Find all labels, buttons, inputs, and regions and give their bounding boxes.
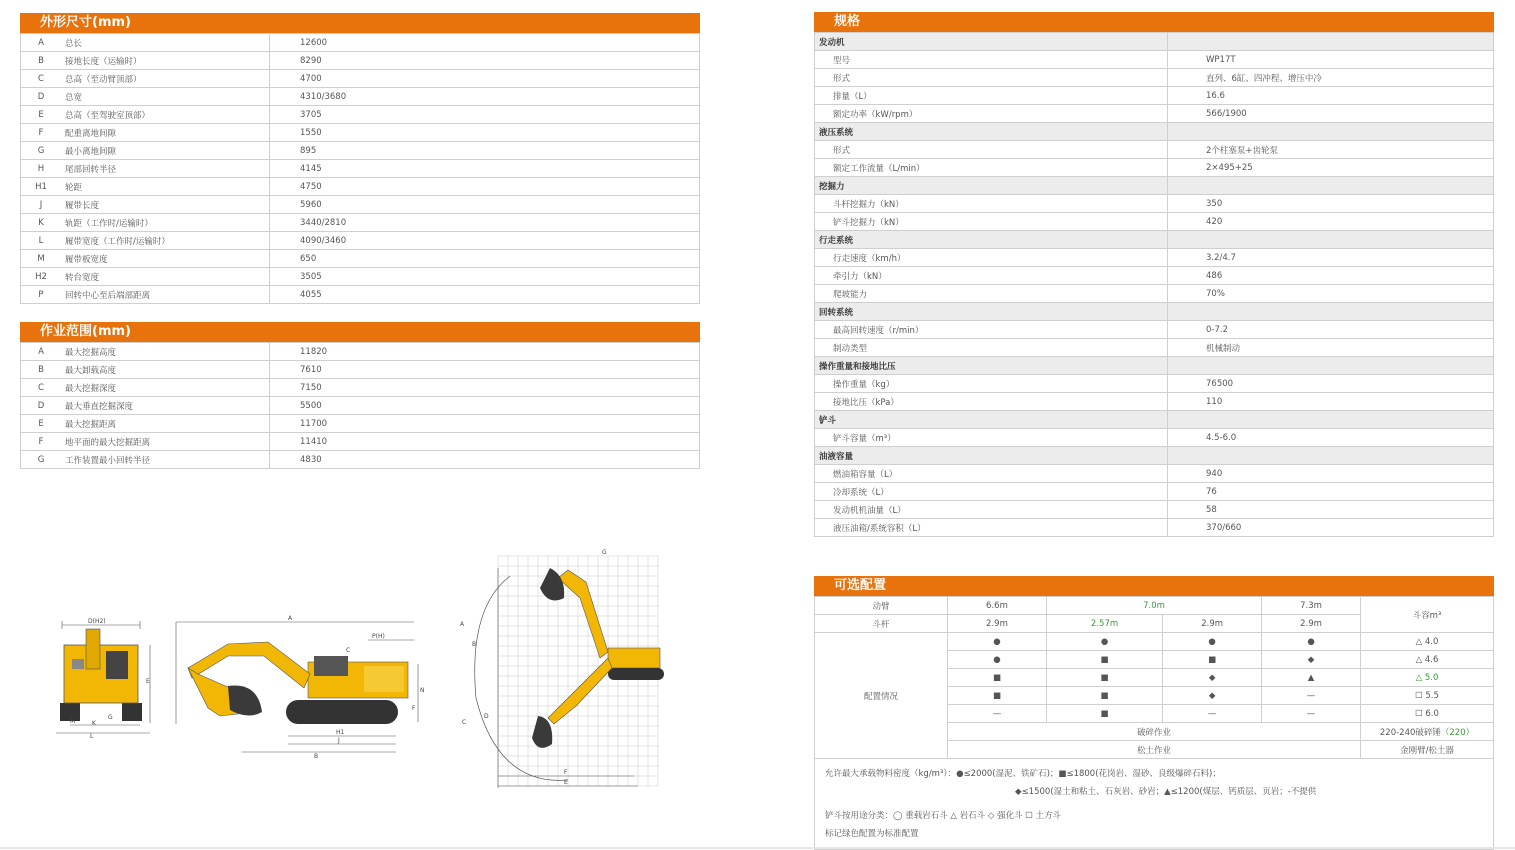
spec-key: 爬坡能力 — [815, 285, 1168, 303]
spec-row — [815, 105, 1494, 123]
spec-section-blank — [1168, 231, 1494, 249]
spec-key: 冷却系统（L） — [815, 483, 1168, 501]
boom-3: 7.3m — [1262, 597, 1361, 615]
spec-row — [815, 267, 1494, 285]
spec-row — [815, 69, 1494, 87]
spec-key: 形式 — [815, 141, 1168, 159]
grid-cell: ● — [1262, 633, 1361, 651]
capacity-cell: △ 4.0 — [1361, 633, 1494, 651]
front-label-g: G — [108, 714, 113, 721]
spec-row — [21, 88, 700, 106]
row-value: 4310/3680 — [270, 88, 700, 106]
row-code: L — [21, 232, 62, 250]
grid-cell: — — [1262, 705, 1361, 723]
breaker-value: 220-240破碎锤（220） — [1361, 723, 1494, 741]
range-label-a: A — [460, 621, 465, 628]
row-value: 895 — [270, 142, 700, 160]
arm-4: 2.9m — [1262, 615, 1361, 633]
row-name: 履带板宽度 — [61, 250, 270, 268]
side-label-a: A — [288, 615, 293, 622]
spec-value: 机械制动 — [1168, 339, 1494, 357]
side-label-j: J — [338, 737, 340, 744]
row-name: 履带宽度（工作时/运输时） — [61, 232, 270, 250]
spec-section-row — [815, 411, 1494, 429]
grid-cell: ■ — [1046, 669, 1162, 687]
spec-row — [21, 415, 700, 433]
row-code: J — [21, 196, 62, 214]
side-label-c: C — [346, 647, 351, 654]
dimensions-table — [20, 33, 700, 304]
row-code: A — [21, 34, 62, 52]
spec-section-row — [815, 303, 1494, 321]
row-value: 11410 — [270, 433, 700, 451]
note-density-2: ◆≤1500(湿土和粘土、石灰岩、砂岩；▲≤1200(煤层、钙质层、页岩；-不提供 — [1015, 787, 1317, 797]
row-name: 尾部回转半径 — [61, 160, 270, 178]
spec-row — [815, 51, 1494, 69]
spec-key: 额定工作流量（L/min） — [815, 159, 1168, 177]
row-name: 轨距（工作时/运输时） — [61, 214, 270, 232]
note-density-1: 允许最大承载物料密度（kg/m³）：●≤2000(湿泥、铁矿石)；■≤1800(花岗岩、湿砂、良级爆碎石料)； — [825, 769, 1221, 779]
spec-key: 排量（L） — [815, 87, 1168, 105]
note-standard: 标记绿色配置为标准配置 — [825, 829, 919, 839]
spec-row — [815, 501, 1494, 519]
spec-key: 牵引力（kN） — [815, 267, 1168, 285]
range-label-c: C — [462, 719, 467, 726]
spec-row — [815, 393, 1494, 411]
spec-row — [815, 465, 1494, 483]
spec-key: 铲斗容量（m³） — [815, 429, 1168, 447]
spec-section-blank — [1168, 303, 1494, 321]
dimensions-title: 外形尺寸(mm) — [20, 13, 700, 33]
spec-row — [21, 343, 700, 361]
row-name: 最大挖掘距离 — [61, 415, 270, 433]
row-name: 转台宽度 — [61, 268, 270, 286]
grid-cell: ■ — [1046, 687, 1162, 705]
row-code: D — [21, 397, 62, 415]
row-value: 650 — [270, 250, 700, 268]
spec-value: 486 — [1168, 267, 1494, 285]
working-range-diagram — [458, 548, 678, 793]
spec-row — [815, 375, 1494, 393]
spec-row — [21, 106, 700, 124]
spec-section-blank — [1168, 33, 1494, 51]
spec-row — [815, 483, 1494, 501]
spec-key: 最高回转速度（r/min） — [815, 321, 1168, 339]
capacity-cell: △ 4.6 — [1361, 651, 1494, 669]
spec-row — [815, 159, 1494, 177]
row-value: 4055 — [270, 286, 700, 304]
capacity-label: 斗容m³ — [1361, 597, 1494, 633]
grid-cell: ● — [1163, 633, 1262, 651]
row-code: G — [21, 142, 62, 160]
row-code: K — [21, 214, 62, 232]
row-code: H — [21, 160, 62, 178]
spec-row — [815, 321, 1494, 339]
spec-value: 76500 — [1168, 375, 1494, 393]
row-code: P — [21, 286, 62, 304]
spec-row — [815, 195, 1494, 213]
grid-cell: — — [1163, 705, 1262, 723]
spec-row — [21, 160, 700, 178]
spec-section-name: 液压系统 — [815, 123, 1168, 141]
row-name: 总宽 — [61, 88, 270, 106]
grid-cell: — — [1262, 687, 1361, 705]
spec-row — [21, 232, 700, 250]
specs-table — [814, 32, 1494, 537]
spec-section-row — [815, 33, 1494, 51]
working-range-panel — [20, 322, 700, 469]
arm-2: 2.57m — [1046, 615, 1162, 633]
row-value: 3440/2810 — [270, 214, 700, 232]
specs-panel — [814, 12, 1494, 537]
capacity-cell: ☐ 6.0 — [1361, 705, 1494, 723]
side-label-b: B — [314, 753, 319, 760]
spec-value: 70% — [1168, 285, 1494, 303]
row-code: C — [21, 379, 62, 397]
range-label-e: E — [564, 779, 568, 786]
boom-2: 7.0m — [1046, 597, 1261, 615]
row-value: 4700 — [270, 70, 700, 88]
row-value: 4145 — [270, 160, 700, 178]
spec-row — [21, 178, 700, 196]
side-label-h1: H1 — [336, 729, 345, 736]
spec-section-row — [815, 447, 1494, 465]
row-value: 3505 — [270, 268, 700, 286]
boom-label: 动臂 — [815, 597, 948, 615]
row-value: 1550 — [270, 124, 700, 142]
spec-value: 110 — [1168, 393, 1494, 411]
spec-key: 形式 — [815, 69, 1168, 87]
row-name: 回转中心至后端部距离 — [61, 286, 270, 304]
spec-section-row — [815, 123, 1494, 141]
range-label-f: F — [564, 769, 568, 776]
dimensions-panel — [20, 13, 700, 304]
spec-key: 发动机机油量（L） — [815, 501, 1168, 519]
spec-row — [21, 196, 700, 214]
spec-value: 直列、6缸、四冲程、增压中冷 — [1168, 69, 1494, 87]
spec-value: 76 — [1168, 483, 1494, 501]
grid-cell: — — [948, 705, 1047, 723]
spec-row — [21, 397, 700, 415]
spec-value: 4.5-6.0 — [1168, 429, 1494, 447]
front-view-diagram — [50, 615, 160, 740]
spec-row — [815, 249, 1494, 267]
config-label: 配置情况 — [815, 633, 948, 759]
grid-cell: ● — [1046, 633, 1162, 651]
spec-section-blank — [1168, 447, 1494, 465]
spec-value: 16.6 — [1168, 87, 1494, 105]
row-name: 接地长度（运输时） — [61, 52, 270, 70]
spec-section-row — [815, 357, 1494, 375]
row-value: 7150 — [270, 379, 700, 397]
grid-cell: ◆ — [1163, 687, 1262, 705]
row-value: 4090/3460 — [270, 232, 700, 250]
spec-section-blank — [1168, 357, 1494, 375]
row-name: 最大挖掘高度 — [61, 343, 270, 361]
arm-label: 斗杆 — [815, 615, 948, 633]
spec-row — [21, 142, 700, 160]
options-title: 可选配置 — [814, 576, 1494, 596]
row-code: B — [21, 361, 62, 379]
spec-row — [815, 519, 1494, 537]
grid-cell: ■ — [1046, 651, 1162, 669]
spec-row — [21, 361, 700, 379]
spec-row — [21, 268, 700, 286]
spec-value: 0-7.2 — [1168, 321, 1494, 339]
spec-key: 铲斗挖掘力（kN） — [815, 213, 1168, 231]
spec-section-name: 操作重量和接地比压 — [815, 357, 1168, 375]
row-code: A — [21, 343, 62, 361]
row-value: 11820 — [270, 343, 700, 361]
capacity-cell: ☐ 5.5 — [1361, 687, 1494, 705]
row-name: 工作装置最小回转半径 — [61, 451, 270, 469]
row-name: 总高（至动臂顶部） — [61, 70, 270, 88]
spec-value: 420 — [1168, 213, 1494, 231]
spec-section-blank — [1168, 177, 1494, 195]
working-range-table — [20, 342, 700, 469]
side-view-diagram — [168, 612, 428, 760]
spec-value: 2个柱塞泵+齿轮泵 — [1168, 141, 1494, 159]
spec-row — [815, 285, 1494, 303]
ripper-value: 金刚臂/松土器 — [1361, 741, 1494, 759]
spec-value: 370/660 — [1168, 519, 1494, 537]
spec-row — [21, 286, 700, 304]
row-code: M — [21, 250, 62, 268]
spec-row — [815, 339, 1494, 357]
front-label-l: L — [90, 733, 94, 740]
row-name: 地平面的最大挖掘距离 — [61, 433, 270, 451]
row-name: 轮距 — [61, 178, 270, 196]
options-notes — [814, 759, 1494, 850]
options-table — [814, 596, 1494, 759]
capacity-cell: △ 5.0 — [1361, 669, 1494, 687]
side-label-n: N — [420, 687, 425, 694]
row-value: 8290 — [270, 52, 700, 70]
spec-row — [21, 124, 700, 142]
spec-value: WP17T — [1168, 51, 1494, 69]
spec-row — [815, 141, 1494, 159]
row-code: D — [21, 88, 62, 106]
spec-key: 接地比压（kPa） — [815, 393, 1168, 411]
side-label-f: F — [412, 705, 416, 712]
spec-key: 液压油箱/系统容积（L） — [815, 519, 1168, 537]
grid-cell: ◆ — [1163, 669, 1262, 687]
spec-key: 制动类型 — [815, 339, 1168, 357]
row-value: 5960 — [270, 196, 700, 214]
side-label-p: P(H) — [372, 633, 385, 640]
spec-section-name: 挖掘力 — [815, 177, 1168, 195]
spec-key: 额定功率（kW/rpm） — [815, 105, 1168, 123]
spec-section-blank — [1168, 411, 1494, 429]
spec-row — [21, 52, 700, 70]
ripper-label: 松土作业 — [948, 741, 1361, 759]
row-code: E — [21, 106, 62, 124]
spec-section-row — [815, 177, 1494, 195]
spec-row — [815, 87, 1494, 105]
row-name: 最大垂直挖掘深度 — [61, 397, 270, 415]
row-value: 5500 — [270, 397, 700, 415]
row-name: 配重离地间隙 — [61, 124, 270, 142]
spec-value: 2×495+25 — [1168, 159, 1494, 177]
spec-key: 斗杆挖掘力（kN） — [815, 195, 1168, 213]
spec-value: 58 — [1168, 501, 1494, 519]
spec-row — [21, 214, 700, 232]
spec-value: 566/1900 — [1168, 105, 1494, 123]
row-value: 4750 — [270, 178, 700, 196]
row-name: 最大挖掘深度 — [61, 379, 270, 397]
spec-row — [21, 250, 700, 268]
row-code: G — [21, 451, 62, 469]
spec-key: 行走速度（km/h） — [815, 249, 1168, 267]
row-value: 7610 — [270, 361, 700, 379]
spec-section-name: 铲斗 — [815, 411, 1168, 429]
spec-section-name: 回转系统 — [815, 303, 1168, 321]
grid-cell: ▲ — [1262, 669, 1361, 687]
options-panel — [814, 576, 1494, 850]
grid-cell: ● — [948, 633, 1047, 651]
specs-title: 规格 — [814, 12, 1494, 32]
spec-row — [815, 213, 1494, 231]
row-code: C — [21, 70, 62, 88]
spec-key: 燃油箱容量（L） — [815, 465, 1168, 483]
row-value: 12600 — [270, 34, 700, 52]
front-label-e: E — [146, 678, 150, 685]
breaker-label: 破碎作业 — [948, 723, 1361, 741]
note-bucket-types: 铲斗按用途分类：◯ 重载岩石斗 △ 岩石斗 ◇ 强化斗 ☐ 土方斗 — [825, 811, 1062, 821]
spec-section-blank — [1168, 123, 1494, 141]
grid-cell: ■ — [1046, 705, 1162, 723]
row-code: H2 — [21, 268, 62, 286]
row-name: 最大卸载高度 — [61, 361, 270, 379]
row-value: 11700 — [270, 415, 700, 433]
spec-row — [21, 70, 700, 88]
row-name: 总高（至驾驶室顶部） — [61, 106, 270, 124]
working-range-title: 作业范围(mm) — [20, 322, 700, 342]
spec-value: 3.2/4.7 — [1168, 249, 1494, 267]
spec-row — [21, 433, 700, 451]
grid-cell: ◆ — [1262, 651, 1361, 669]
spec-row — [21, 34, 700, 52]
spec-section-name: 行走系统 — [815, 231, 1168, 249]
range-label-b: B — [472, 641, 477, 648]
row-code: B — [21, 52, 62, 70]
spec-row — [21, 451, 700, 469]
spec-key: 操作重量（kg） — [815, 375, 1168, 393]
row-code: E — [21, 415, 62, 433]
row-code: F — [21, 124, 62, 142]
grid-cell: ● — [948, 651, 1047, 669]
front-label-d: D(H2) — [88, 618, 106, 625]
spec-value: 940 — [1168, 465, 1494, 483]
boom-1: 6.6m — [948, 597, 1047, 615]
spec-section-name: 油液容量 — [815, 447, 1168, 465]
row-code: F — [21, 433, 62, 451]
row-name: 总长 — [61, 34, 270, 52]
row-name: 最小离地间隙 — [61, 142, 270, 160]
spec-row — [21, 379, 700, 397]
row-name: 履带长度 — [61, 196, 270, 214]
range-label-d: D — [484, 713, 489, 720]
front-label-m: M — [70, 718, 76, 725]
grid-cell: ■ — [948, 669, 1047, 687]
spec-value: 350 — [1168, 195, 1494, 213]
row-code: H1 — [21, 178, 62, 196]
arm-3: 2.9m — [1163, 615, 1262, 633]
grid-cell: ■ — [948, 687, 1047, 705]
range-label-g: G — [602, 549, 607, 556]
spec-section-row — [815, 231, 1494, 249]
spec-section-name: 发动机 — [815, 33, 1168, 51]
row-value: 4830 — [270, 451, 700, 469]
front-label-k: K — [92, 720, 96, 727]
grid-cell: ■ — [1163, 651, 1262, 669]
arm-1: 2.9m — [948, 615, 1047, 633]
row-value: 3705 — [270, 106, 700, 124]
spec-row — [815, 429, 1494, 447]
spec-key: 型号 — [815, 51, 1168, 69]
